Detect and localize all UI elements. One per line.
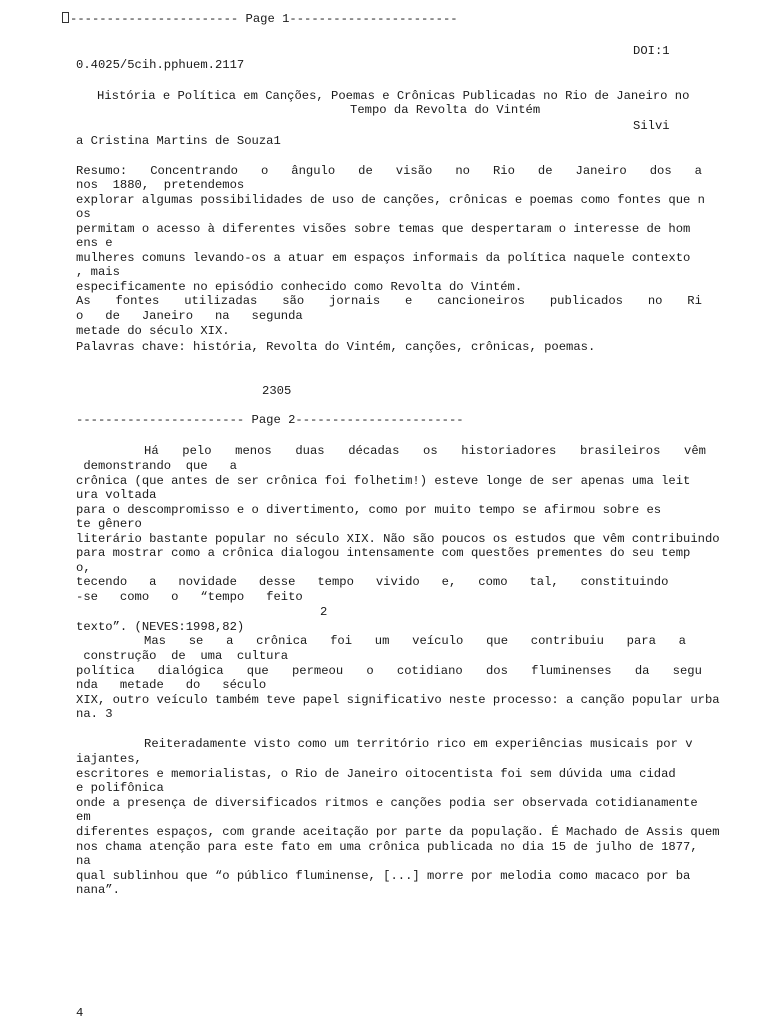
abstract-line-5: permitam o acesso à diferentes visões sobre temas que despertaram o interesse de hom	[76, 222, 691, 236]
paragraph-3-line-3: escritores e memorialistas, o Rio de Janeiro oitocentista foi sem dúvida uma cidad	[76, 767, 676, 781]
separator-text: ----------------------- Page 1-----------------------	[70, 12, 458, 26]
paragraph-1-line-9: o,	[76, 561, 91, 575]
word: que	[486, 634, 509, 648]
word: cancioneiros	[437, 294, 525, 308]
word: vêm	[684, 444, 706, 458]
paragraph-3-line-2: iajantes,	[76, 752, 142, 766]
abstract-line-6: ens e	[76, 236, 113, 250]
word: a	[678, 634, 686, 648]
word: brasileiros	[579, 444, 661, 458]
word: pelo	[182, 444, 212, 458]
paragraph-1-line-8: para mostrar como a crônica dialogou intensamente com questões prementes do seu temp	[76, 546, 691, 560]
word: crônica	[256, 634, 308, 648]
paragraph-3-line-4: e polifônica	[76, 781, 164, 795]
paragraph-1-line-1	[144, 444, 706, 459]
paragraph-1-line-10: tecendo a novidade desse tempo vivido e, como tal, constituindo	[76, 575, 669, 589]
paragraph-3-line-8: nos chama atenção para este fato em uma crônica publicada no dia 15 de julho de 1877,	[76, 840, 698, 854]
article-title-line-2: Tempo da Revolta do Vintém	[350, 103, 541, 117]
word: dos	[485, 664, 508, 678]
word: utilizadas	[184, 294, 258, 308]
paragraph-3-line-9: na	[76, 854, 91, 868]
word: As	[76, 294, 91, 308]
abstract-line-8: , mais	[76, 265, 120, 279]
abstract-line-9: especificamente no episódio conhecido como Revolta do Vintém.	[76, 280, 523, 294]
word: foi	[330, 634, 353, 648]
word: Resumo:	[76, 164, 128, 178]
word: duas	[295, 444, 325, 458]
word: segu	[672, 664, 702, 678]
word: o	[366, 664, 374, 678]
word: Rio	[492, 164, 515, 178]
word: os	[423, 444, 438, 458]
page-1-number: 2305	[262, 384, 292, 398]
word: para	[626, 634, 656, 648]
word: da	[634, 664, 650, 678]
word: o	[260, 164, 269, 178]
paragraph-1-line-12: texto”. (NEVES:1998,82)	[76, 620, 245, 634]
paragraph-1-line-4: ura voltada	[76, 488, 157, 502]
paragraph-3-line-1: Reiteradamente visto como um território rico em experiências musicais por v	[144, 737, 693, 751]
word: a	[694, 164, 702, 178]
word: visão	[395, 164, 433, 178]
footnote-marker-2: 2	[320, 605, 328, 619]
paragraph-3-line-5: onde a presença de diversificados ritmos e canções podia ser observada cotidianamente	[76, 796, 698, 810]
word: veículo	[412, 634, 464, 648]
word: no	[647, 294, 663, 308]
word: historiadores	[461, 444, 557, 458]
paragraph-1-line-5: para o descompromisso e o divertimento, como por muito tempo se afirmou sobre es	[76, 503, 662, 517]
abstract-line-7: mulheres comuns levando-os a atuar em espaços informais da política naquele contexto	[76, 251, 691, 265]
footer-page-number: 4	[76, 1006, 84, 1020]
word: dos	[649, 164, 672, 178]
paragraph-1-line-11: -se como o “tempo feito	[76, 590, 303, 604]
word: Ri	[687, 294, 702, 308]
abstract-line-1	[76, 164, 702, 179]
word: um	[374, 634, 390, 648]
paragraph-3-line-11: nana”.	[76, 883, 120, 897]
paragraph-1-line-7: literário bastante popular no século XIX. Não são poucos os estudos que vêm contribuindo	[76, 532, 720, 546]
abstract-line-10	[76, 294, 702, 309]
paragraph-2-line-5: XIX, outro veículo também teve papel significativo neste processo: a canção popular urba	[76, 693, 720, 707]
article-title-line-1: História e Política em Canções, Poemas e Crônicas Publicadas no Rio de Janeiro no	[97, 89, 690, 103]
paragraph-1-line-2: demonstrando que a	[76, 459, 237, 473]
paragraph-2-line-3	[76, 664, 702, 679]
word: fluminenses	[531, 664, 612, 678]
paragraph-3-line-6: em	[76, 810, 91, 824]
word: permeou	[291, 664, 344, 678]
abstract-line-11: o de Janeiro na segunda	[76, 309, 303, 323]
doi-line-2: 0.4025/5cih.pphuem.2117	[76, 58, 245, 72]
word: e	[405, 294, 413, 308]
paragraph-2-line-2: construção de uma cultura	[76, 649, 289, 663]
paragraph-2-line-1	[144, 634, 686, 649]
word: dialógica	[157, 664, 224, 678]
word: se	[188, 634, 204, 648]
word: jornais	[329, 294, 381, 308]
word: são	[282, 294, 305, 308]
page-2-separator: ----------------------- Page 2-----------------------	[76, 413, 464, 427]
word: no	[455, 164, 470, 178]
abstract-line-3: explorar algumas possibilidades de uso de canções, crônicas e poemas como fontes que n	[76, 193, 705, 207]
paragraph-2-line-6: na. 3	[76, 707, 113, 721]
paragraph-3-line-10: qual sublinhou que “o público fluminense, [...] morre por melodia como macaco por ba	[76, 869, 691, 883]
abstract-line-4: os	[76, 207, 91, 221]
author-line-1: Silvi	[633, 119, 670, 133]
word: Mas	[144, 634, 166, 648]
doi-line-1: DOI:1	[633, 44, 670, 58]
word: Janeiro	[575, 164, 627, 178]
word: Concentrando	[150, 164, 238, 178]
word: ângulo	[291, 164, 336, 178]
word: a	[226, 634, 234, 648]
paragraph-3-line-7: diferentes espaços, com grande aceitação por parte da população. É Machado de Assis quem	[76, 825, 720, 839]
missing-glyph-box-icon	[62, 12, 69, 23]
word: que	[246, 664, 269, 678]
abstract-line-2: nos 1880, pretendemos	[76, 178, 245, 192]
page-1-separator	[62, 12, 458, 27]
paragraph-1-line-3: crônica (que antes de ser crônica foi folhetim!) esteve longe de ser apenas uma leit	[76, 474, 691, 488]
word: décadas	[348, 444, 400, 458]
keywords: Palavras chave: história, Revolta do Vintém, canções, crônicas, poemas.	[76, 340, 596, 354]
word: de	[358, 164, 373, 178]
word: contribuiu	[530, 634, 604, 648]
word: Há	[144, 444, 159, 458]
author-line-2: a Cristina Martins de Souza1	[76, 134, 281, 148]
paragraph-1-line-6: te gênero	[76, 517, 142, 531]
word: cotidiano	[396, 664, 463, 678]
word: fontes	[115, 294, 160, 308]
word: política	[76, 664, 135, 678]
paragraph-2-line-4: nda metade do século	[76, 678, 267, 692]
abstract-line-12: metade do século XIX.	[76, 324, 230, 338]
word: de	[537, 164, 553, 178]
word: menos	[235, 444, 272, 458]
word: publicados	[549, 294, 623, 308]
